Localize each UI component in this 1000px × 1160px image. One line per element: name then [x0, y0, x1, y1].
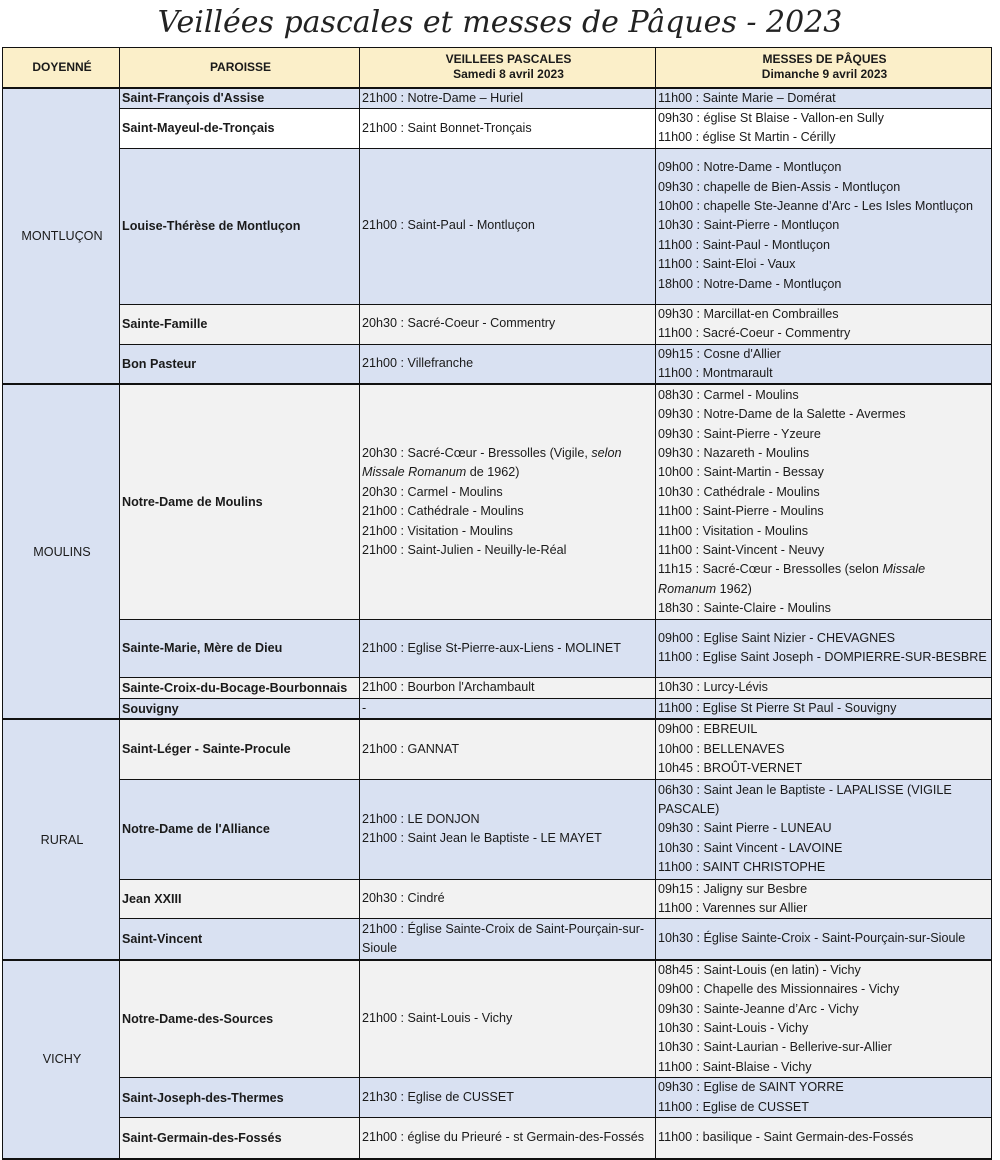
table-row — [3, 698, 992, 719]
doyenne-cell: MONTLUÇON — [3, 88, 120, 385]
table-row — [3, 88, 992, 109]
messe-entry: Romanum 1962) — [658, 581, 752, 596]
doyenne-cell: MOULINS — [3, 384, 120, 719]
veillee-entry: 21h00 : église du Prieuré - st Germain-des-Fossés — [362, 1130, 645, 1145]
veillees-cell — [360, 779, 656, 879]
messe-entry: 10h00 : BELLENAVES — [658, 741, 785, 756]
header-messes-title: MESSES DE PÂQUES — [762, 52, 887, 67]
messe-entry: 11h00 : SAINT CHRISTOPHE — [658, 860, 826, 875]
schedule-body — [3, 88, 992, 1159]
veillees-cell — [360, 108, 656, 148]
messe-entry: 18h30 : Sainte-Claire - Moulins — [658, 601, 831, 616]
messe-entry: 11h00 : Saint-Vincent - Neuvy — [658, 542, 825, 557]
messe-entry: 11h00 : Saint-Pierre - Moulins — [658, 504, 824, 519]
messe-entry: 10h30 : Saint-Laurian - Bellerive-sur-Allier — [658, 1040, 892, 1055]
veillees-cell — [360, 619, 656, 677]
messe-entry: 09h30 : Nazareth - Moulins — [658, 446, 810, 461]
messe-entry: 11h00 : Sacré-Coeur - Commentry — [658, 326, 851, 341]
table-row — [3, 1118, 992, 1159]
header-veillees-title: VEILLEES PASCALES — [445, 52, 572, 67]
messes-cell — [656, 698, 992, 719]
table-row — [3, 960, 992, 1078]
veillee-entry: 20h30 : Cindré — [362, 891, 445, 906]
messe-entry: 11h00 : Montmarault — [658, 366, 773, 381]
veillee-entry: 21h30 : Eglise de CUSSET — [362, 1089, 514, 1104]
messe-entry: 11h00 : basilique - Saint Germain-des-Fossés — [658, 1130, 914, 1145]
veillee-entry: 21h00 : GANNAT — [362, 741, 460, 756]
veillees-cell — [360, 698, 656, 719]
veillee-entry: 21h00 : Saint-Louis - Vichy — [362, 1011, 513, 1026]
veillee-entry: 21h00 : Eglise St-Pierre-aux-Liens - MOLINET — [362, 640, 621, 655]
table-row — [3, 384, 992, 619]
messes-cell — [656, 88, 992, 109]
paroisse-cell: Saint-Mayeul-de-Tronçais — [120, 108, 360, 148]
table-row — [3, 879, 992, 919]
messe-entry: 11h00 : Sainte Marie – Domérat — [658, 90, 836, 105]
veillee-entry: 21h00 : Cathédrale - Moulins — [362, 504, 524, 519]
messe-entry: 10h30 : Saint-Louis - Vichy — [658, 1021, 809, 1036]
table-row — [3, 344, 992, 384]
messe-entry: 10h30 : Église Sainte-Croix - Saint-Pourçain-sur-Sioule — [658, 931, 966, 946]
paroisse-cell: Notre-Dame-des-Sources — [120, 960, 360, 1078]
messe-entry: 09h15 : Jaligny sur Besbre — [658, 881, 808, 896]
messes-cell — [656, 344, 992, 384]
paroisse-cell: Saint-François d'Assise — [120, 88, 360, 109]
veillee-entry: 20h30 : Sacré-Cœur - Bressolles (Vigile, selon — [362, 446, 622, 461]
messe-entry: 10h30 : Cathédrale - Moulins — [658, 484, 820, 499]
messe-entry: 09h00 : Chapelle des Missionnaires - Vichy — [658, 982, 900, 997]
veillee-entry: 21h00 : Saint-Paul - Montluçon — [362, 218, 535, 233]
messe-entry: 10h30 : Saint Vincent - LAVOINE — [658, 840, 843, 855]
veillees-cell — [360, 677, 656, 698]
schedule-table — [2, 47, 992, 1160]
header-row — [3, 48, 992, 88]
messe-entry: 09h30 : Marcillat-en Combrailles — [658, 306, 839, 321]
header-veillees — [360, 48, 656, 88]
messe-entry: 11h00 : Eglise St Pierre St Paul - Souvigny — [658, 700, 897, 715]
veillee-entry: 21h00 : Villefranche — [362, 356, 474, 371]
paroisse-cell: Jean XXIII — [120, 879, 360, 919]
header-doyenne: DOYENNÉ — [3, 48, 120, 88]
messes-cell — [656, 677, 992, 698]
messe-entry: 09h30 : Sainte-Jeanne d’Arc - Vichy — [658, 1001, 859, 1016]
messe-entry: 09h30 : Eglise de SAINT YORRE — [658, 1080, 844, 1095]
messe-entry: PASCALE) — [658, 801, 720, 816]
veillees-cell — [360, 960, 656, 1078]
messe-entry: 08h30 : Carmel - Moulins — [658, 387, 799, 402]
paroisse-cell: Sainte-Marie, Mère de Dieu — [120, 619, 360, 677]
veillees-cell — [360, 304, 656, 344]
messe-entry: 11h00 : Eglise Saint Joseph - DOMPIERRE-SUR-BESBRE — [658, 650, 987, 665]
table-row — [3, 148, 992, 304]
veillee-entry: 21h00 : Visitation - Moulins — [362, 523, 513, 538]
veillees-cell — [360, 719, 656, 779]
veillee-entry: 20h30 : Carmel - Moulins — [362, 484, 503, 499]
veillee-entry: - — [362, 700, 367, 715]
table-row — [3, 1078, 992, 1118]
veillee-entry: 21h00 : Saint Jean le Baptiste - LE MAYET — [362, 831, 602, 846]
veillee-entry: 21h00 : Saint Bonnet-Tronçais — [362, 120, 532, 135]
messes-cell — [656, 304, 992, 344]
messe-entry: 18h00 : Notre-Dame - Montluçon — [658, 276, 842, 291]
messe-entry: 10h00 : Saint-Martin - Bessay — [658, 465, 824, 480]
table-row — [3, 619, 992, 677]
paroisse-cell: Saint-Vincent — [120, 919, 360, 960]
table-row — [3, 719, 992, 779]
veillee-entry: 21h00 : Bourbon l'Archambault — [362, 680, 535, 695]
messes-cell — [656, 108, 992, 148]
veillee-entry: 21h00 : Notre-Dame – Huriel — [362, 90, 523, 105]
messe-entry: 11h00 : Varennes sur Allier — [658, 900, 808, 915]
messe-entry: 11h00 : Saint-Paul - Montluçon — [658, 237, 830, 252]
messe-entry: 09h00 : Eglise Saint Nizier - CHEVAGNES — [658, 631, 896, 646]
messe-entry: 09h00 : EBREUIL — [658, 722, 758, 737]
paroisse-cell: Notre-Dame de l'Alliance — [120, 779, 360, 879]
veillees-cell — [360, 88, 656, 109]
veillees-cell — [360, 1078, 656, 1118]
table-row — [3, 677, 992, 698]
paroisse-cell: Souvigny — [120, 698, 360, 719]
messe-entry: 06h30 : Saint Jean le Baptiste - LAPALISSE (VIGILE — [658, 782, 952, 797]
veillee-entry: 21h00 : Église Sainte-Croix de Saint-Pourçain-sur- — [362, 921, 645, 936]
messe-entry: 09h00 : Notre-Dame - Montluçon — [658, 160, 842, 175]
veillee-entry: 21h00 : Saint-Julien - Neuilly-le-Réal — [362, 542, 567, 557]
paroisse-cell: Sainte-Famille — [120, 304, 360, 344]
veillee-entry: 20h30 : Sacré-Coeur - Commentry — [362, 316, 556, 331]
messe-entry: 10h00 : chapelle Ste-Jeanne d’Arc - Les Isles Montluçon — [658, 199, 974, 214]
messe-entry: 11h15 : Sacré-Cœur - Bressolles (selon Missale — [658, 562, 926, 577]
veillees-cell — [360, 1118, 656, 1159]
messes-cell — [656, 619, 992, 677]
messe-entry: 09h30 : Saint-Pierre - Yzeure — [658, 426, 821, 441]
messes-cell — [656, 779, 992, 879]
header-paroisse: PAROISSE — [120, 48, 360, 88]
messe-entry: 11h00 : Saint-Eloi - Vaux — [658, 257, 796, 272]
header-veillees-date: Samedi 8 avril 2023 — [453, 67, 564, 82]
messe-entry: 11h00 : Saint-Blaise - Vichy — [658, 1059, 812, 1074]
header-messes-date: Dimanche 9 avril 2023 — [761, 67, 888, 82]
paroisse-cell: Saint-Germain-des-Fossés — [120, 1118, 360, 1159]
messe-entry: 09h30 : église St Blaise - Vallon-en Sully — [658, 110, 884, 125]
messes-cell — [656, 384, 992, 619]
messe-entry: 09h30 : Notre-Dame de la Salette - Avermes — [658, 407, 906, 422]
messes-cell — [656, 919, 992, 960]
table-row — [3, 919, 992, 960]
paroisse-cell: Saint-Léger - Sainte-Procule — [120, 719, 360, 779]
veillee-entry: Missale Romanum de 1962) — [362, 465, 520, 480]
veillee-entry: Sioule — [362, 941, 398, 956]
veillees-cell — [360, 148, 656, 304]
messes-cell — [656, 960, 992, 1078]
veillees-cell — [360, 919, 656, 960]
table-row — [3, 779, 992, 879]
table-row — [3, 304, 992, 344]
page-title: Veillées pascales et messes de Pâques - 2023 — [157, 5, 843, 40]
paroisse-cell: Notre-Dame de Moulins — [120, 384, 360, 619]
messes-cell — [656, 1118, 992, 1159]
paroisse-cell: Bon Pasteur — [120, 344, 360, 384]
messe-entry: 11h00 : Visitation - Moulins — [658, 523, 809, 538]
veillees-cell — [360, 344, 656, 384]
messes-cell — [656, 719, 992, 779]
doyenne-cell: VICHY — [3, 960, 120, 1159]
paroisse-cell: Sainte-Croix-du-Bocage-Bourbonnais — [120, 677, 360, 698]
messe-entry: 11h00 : Eglise de CUSSET — [658, 1099, 809, 1114]
veillees-cell — [360, 384, 656, 619]
paroisse-cell: Saint-Joseph-des-Thermes — [120, 1078, 360, 1118]
paroisse-cell: Louise-Thérèse de Montluçon — [120, 148, 360, 304]
messe-entry: 08h45 : Saint-Louis (en latin) - Vichy — [658, 962, 861, 977]
messe-entry: 10h30 : Lurcy-Lévis — [658, 680, 768, 695]
messe-entry: 09h15 : Cosne d'Allier — [658, 346, 781, 361]
doyenne-cell: RURAL — [3, 719, 120, 959]
messe-entry: 10h30 : Saint-Pierre - Montluçon — [658, 218, 840, 233]
messe-entry: 10h45 : BROÛT-VERNET — [658, 761, 803, 776]
table-row — [3, 108, 992, 148]
veillees-cell — [360, 879, 656, 919]
messe-entry: 11h00 : église St Martin - Cérilly — [658, 130, 836, 145]
messes-cell — [656, 879, 992, 919]
veillee-entry: 21h00 : LE DONJON — [362, 811, 480, 826]
messe-entry: 09h30 : chapelle de Bien-Assis - Montluçon — [658, 179, 901, 194]
messes-cell — [656, 148, 992, 304]
messe-entry: 09h30 : Saint Pierre - LUNEAU — [658, 821, 832, 836]
messes-cell — [656, 1078, 992, 1118]
header-messes — [656, 48, 992, 88]
